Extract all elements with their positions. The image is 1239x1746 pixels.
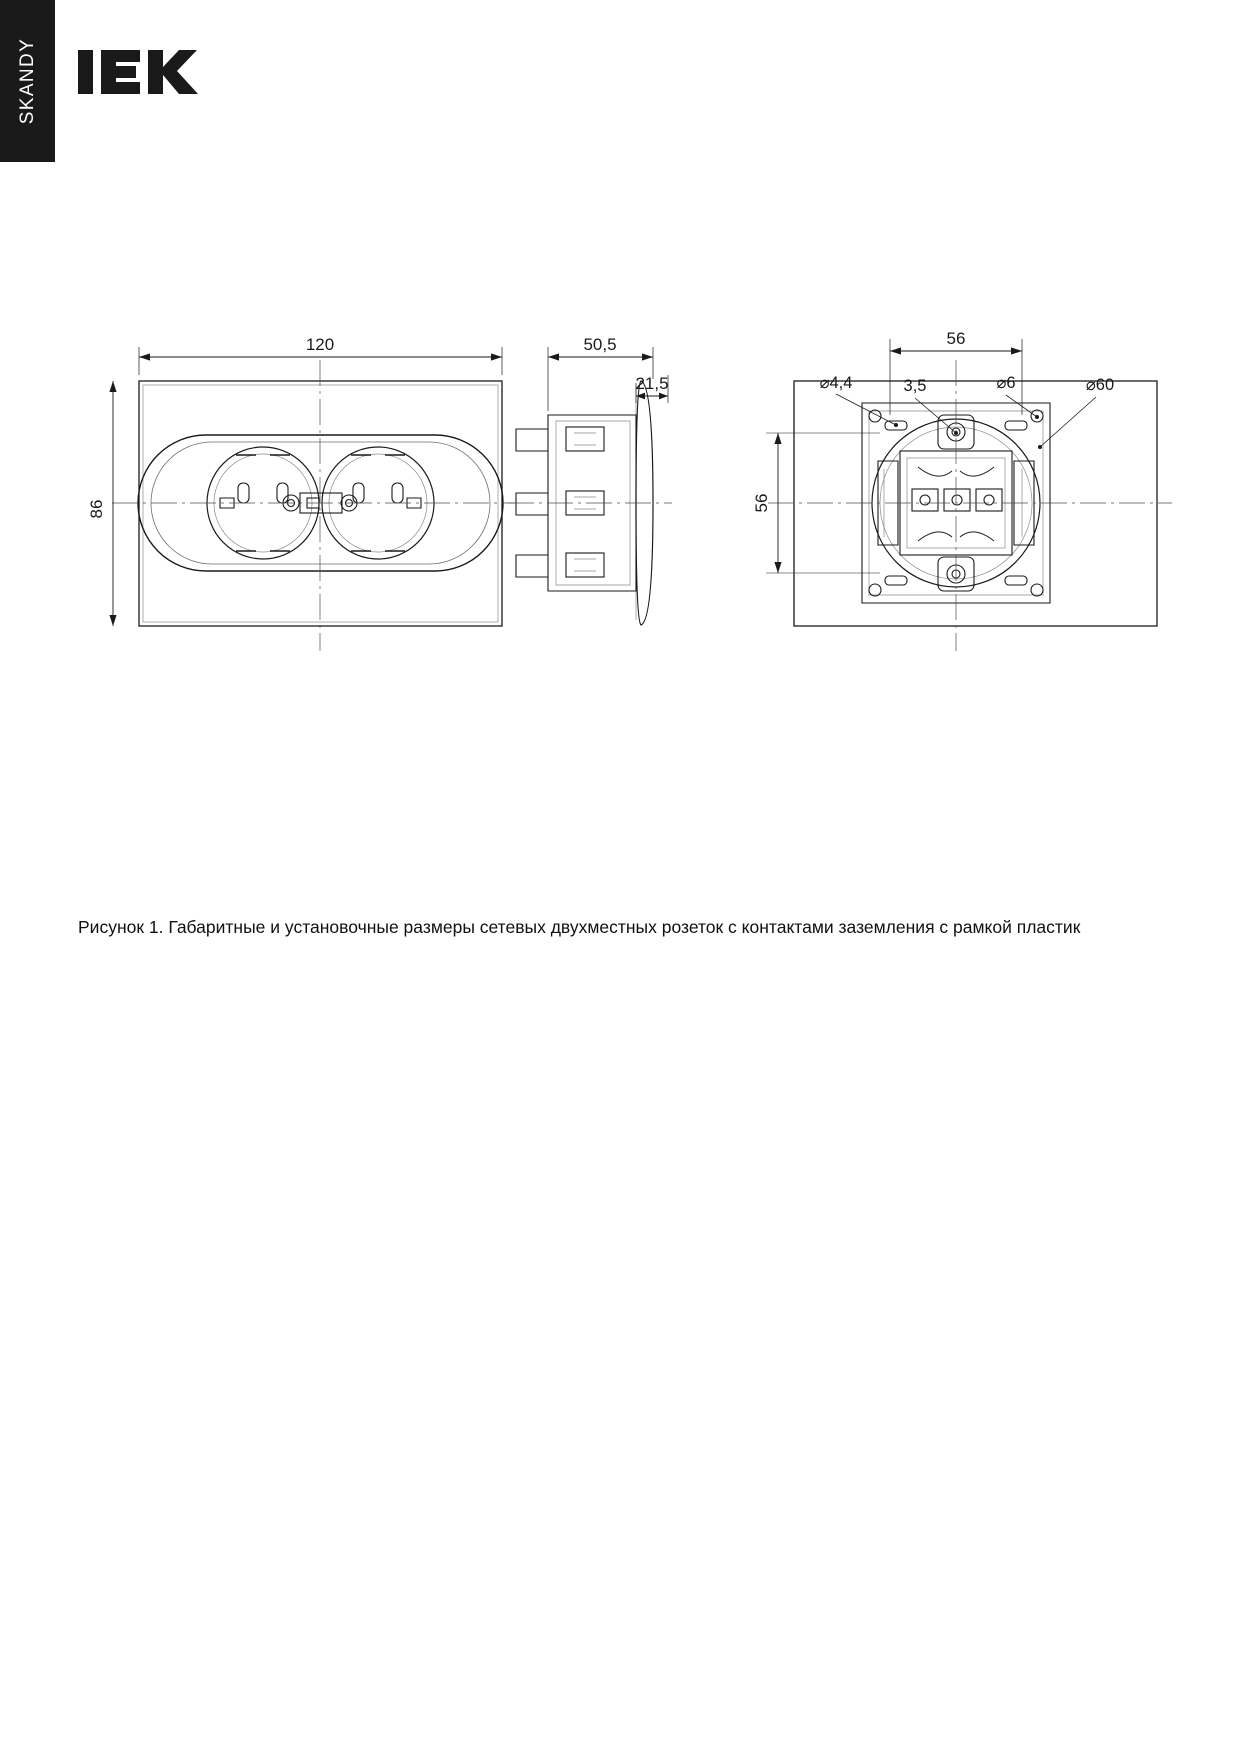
dimension-side-depth-front	[635, 374, 668, 403]
dimension-label-d60: ⌀60	[1085, 376, 1115, 394]
dimension-front-height	[87, 381, 117, 626]
front-view	[87, 335, 516, 651]
page-header	[0, 0, 1239, 162]
dimension-label-86: 86	[87, 499, 106, 519]
mounting-view	[752, 329, 1172, 651]
iek-logo-icon	[78, 46, 198, 98]
side-view	[508, 335, 672, 625]
leader-d60	[1038, 376, 1114, 449]
dimension-label-3-5: 3,5	[903, 377, 927, 395]
dimension-label-d6: ⌀6	[996, 374, 1016, 392]
dimension-label-56-v: 56	[752, 493, 771, 513]
dimension-label-56-h: 56	[946, 329, 966, 348]
dimension-label-120: 120	[305, 335, 335, 354]
leader-35	[904, 377, 958, 435]
technical-drawing	[0, 255, 1239, 675]
leader-d44	[820, 374, 898, 427]
dimension-label-21-5: 21,5	[635, 374, 669, 393]
dimension-front-width	[139, 335, 502, 375]
dimension-side-depth-total	[548, 335, 653, 411]
dimension-label-d4-4: ⌀4,4	[819, 374, 853, 392]
brand-band	[0, 0, 55, 162]
figure-caption: Рисунок 1. Габаритные и установочные размеры сетевых двухместных розеток с контактами заземления с рамкой пластик	[78, 917, 1081, 937]
brand-band-label: SKANDY	[16, 37, 38, 125]
dimension-label-50-5: 50,5	[583, 335, 617, 354]
